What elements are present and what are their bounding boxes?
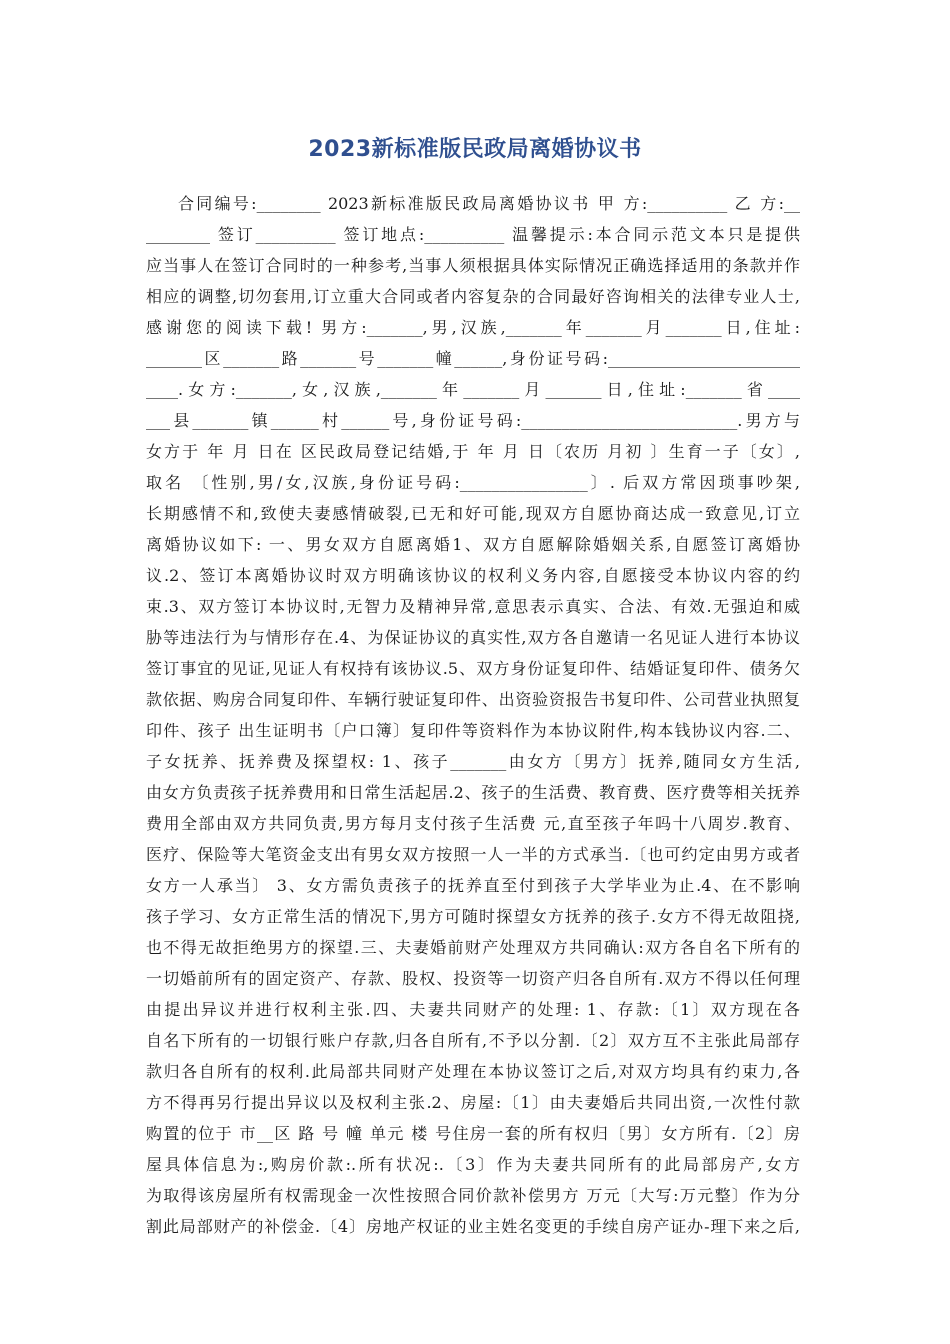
body-line: 女方一人承当〕 3、女方需负责孩子的抚养直至付到孩子大学毕业为止.4、在不影响 — [146, 876, 800, 895]
body-line: 款归各自所有的权利.此局部共同财产处理在本协议签订之后,对双方均具有约束力,各 — [146, 1062, 800, 1081]
body-line: 取名 〔性别,男/女,汉族,身份证号码:________________〕. 后双方常因琐事吵架, — [146, 473, 800, 492]
body-line: 束.3、双方签订本协议时,无智力及精神异常,意思表示真实、合法、有效.无强迫和威 — [146, 597, 800, 616]
document-title: 2023新标准版民政局离婚协议书 — [308, 137, 642, 162]
document-body — [146, 188, 800, 1242]
body-line: 孩子学习、女方正常生活的情况下,男方可随时探望女方抚养的孩子.女方不得无故阻挠, — [146, 907, 800, 926]
body-line: 也不得无故拒绝男方的探望.三、夫妻婚前财产处理双方共同确认:双方各自名下所有的 — [146, 938, 800, 957]
body-line: 购置的位于 市__区 路 号 幢 单元 楼 号住房一套的所有权归〔男〕女方所有.〔2〕房 — [146, 1124, 800, 1143]
body-line: 签订事宜的见证,见证人有权持有该协议.5、双方身份证复印件、结婚证复印件、债务欠 — [146, 659, 800, 678]
body-line: 长期感情不和,致使夫妻感情破裂,已无和好可能,现双方自愿协商达成一致意见,订立 — [146, 504, 800, 523]
body-line: _______区_______路_______号_______幢______,身份证号码:________________________ — [146, 349, 800, 368]
body-line: 款依据、购房合同复印件、车辆行驶证复印件、出资验资报告书复印件、公司营业执照复 — [146, 690, 800, 709]
body-line: 由提出异议并进行权利主张.四、夫妻共同财产的处理: 1、存款:〔1〕双方现在各 — [146, 1000, 800, 1019]
body-line: 自名下所有的一切银行账户存款,归各自所有,不予以分割.〔2〕双方互不主张此局部存 — [146, 1031, 800, 1050]
body-line: 一切婚前所有的固定资产、存款、股权、投资等一切资产归各自所有.双方不得以任何理 — [146, 969, 800, 988]
body-line: 方不得再另行提出异议以及权利主张.2、房屋:〔1〕由夫妻婚后共同出资,一次性付款 — [146, 1093, 800, 1112]
body-line: 屋具体信息为:,购房价款:.所有状况:.〔3〕作为夫妻共同所有的此局部房产,女方 — [146, 1155, 800, 1174]
body-line: 由女方负责孩子抚养费用和日常生活起居.2、孩子的生活费、教育费、医疗费等相关抚养 — [146, 783, 800, 802]
body-line: 费用全部由双方共同负责,男方每月支付孩子生活费 元,直至孩子年吗十八周岁.教育、 — [146, 814, 800, 833]
body-line: ___县_______镇______村______号,身份证号码:___________________________.男方与 — [146, 411, 800, 430]
body-line: 合同编号:________ 2023新标准版民政局离婚协议书 甲 方:__________ 乙 方:__ — [178, 194, 800, 213]
body-line: 割此局部财产的补偿金.〔4〕房地产权证的业主姓名变更的手续自房产证办-理下来之后, — [146, 1217, 800, 1236]
body-line: 相应的调整,切勿套用,订立重大合同或者内容复杂的合同最好咨询相关的法律专业人士, — [146, 287, 800, 306]
body-line: 印件、孩子 出生证明书〔户口簿〕复印件等资料作为本协议附件,构本钱协议内容.二、 — [146, 721, 800, 740]
body-line: 女方于 年 月 日在 区民政局登记结婚,于 年 月 日〔农历 月初 〕生育一子〔女〕, — [146, 442, 800, 461]
body-line: 医疗、保险等大笔资金支出有男女双方按照一人一半的方式承当.〔也可约定由男方或者 — [146, 845, 800, 864]
body-line: ________ 签订__________ 签订地点:__________ 温馨提示:本合同示范文本只是提供 — [146, 225, 800, 244]
body-line: 为取得该房屋所有权需现金一次性按照合同价款补偿男方 万元〔大写:万元整〕作为分 — [146, 1186, 800, 1205]
body-line: 应当事人在签订合同时的一种参考,当事人须根据具体实际情况正确选择适用的条款并作 — [146, 256, 800, 275]
body-line: 议.2、签订本离婚协议时双方明确该协议的权利义务内容,自愿接受本协议内容的约 — [146, 566, 800, 585]
body-line: ____.女方:_______,女,汉族,_______年_______月_______日,住址:_______省____ — [146, 380, 800, 399]
body-line: 子女抚养、抚养费及探望权: 1、孩子_______由女方〔男方〕抚养,随同女方生活, — [146, 752, 800, 771]
body-line: 离婚协议如下: 一、男女双方自愿离婚1、双方自愿解除婚姻关系,自愿签订离婚协 — [146, 535, 800, 554]
body-line: 胁等违法行为与情形存在.4、为保证协议的真实性,双方各自邀请一名见证人进行本协议 — [146, 628, 800, 647]
body-line: 感谢您的阅读下载! 男方:_______,男,汉族,_______年_______月_______日,住址: — [146, 318, 800, 337]
